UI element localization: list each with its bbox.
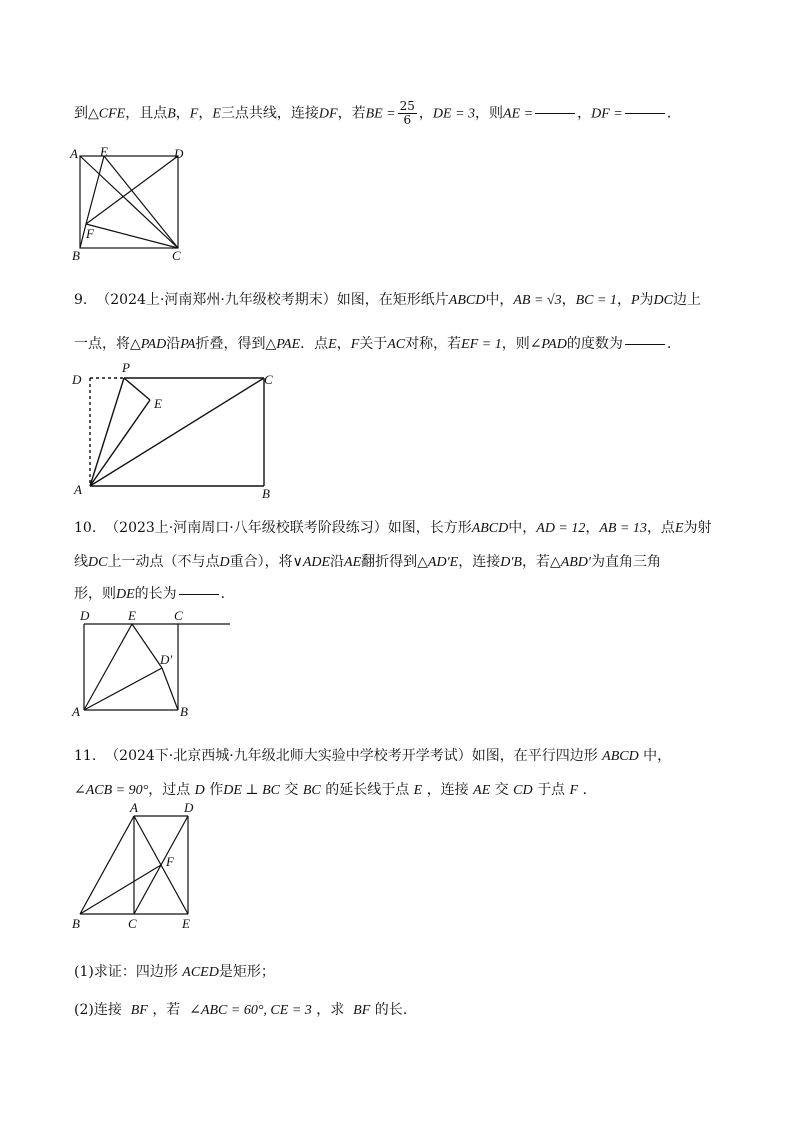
q8-text: 三点共线，连接	[220, 105, 319, 122]
q9-text: 为	[639, 292, 654, 308]
q8-ae-equation: AE =	[503, 106, 534, 122]
q9-line-ac	[90, 378, 264, 486]
q11-text: 是矩形；	[218, 964, 275, 980]
q11-text: 的长.	[374, 1002, 408, 1018]
q9-label-c: C	[264, 372, 273, 387]
q11-segment-ae: AE	[473, 783, 491, 798]
q10-text: ，若	[521, 554, 550, 570]
q10-ad-equation: AD = 12	[536, 521, 586, 536]
q9-text-line-2	[74, 334, 671, 355]
q8-be-numerator: 25	[399, 99, 415, 113]
q10-text: 线	[74, 554, 88, 570]
q10-ab-equation: AB = 13	[599, 521, 647, 536]
q11-number: 11.	[74, 748, 97, 764]
q8-line-ac	[80, 156, 178, 248]
q11-text: 交	[284, 782, 299, 798]
q10-segment-ae: AE	[344, 555, 362, 570]
q9-text: 中，	[485, 292, 514, 308]
q9-label-b: B	[262, 486, 270, 501]
q9-label-e: E	[154, 396, 162, 411]
q11-text: 作	[209, 782, 224, 798]
q9-label-d: D	[72, 372, 82, 387]
q10-point-e: E	[674, 521, 684, 536]
q9-label-p: P	[122, 360, 130, 375]
q10-label-d: D	[80, 608, 90, 623]
q8-point-e: E	[212, 106, 221, 122]
q11-text: 的延长线于点	[325, 782, 410, 798]
q11-text: ，过点	[148, 782, 191, 798]
q10-text: 为直角三角	[590, 554, 661, 570]
q11-text: ，求	[316, 1002, 345, 1018]
q10-number: 10.	[74, 520, 97, 536]
q10-rect-abcd: ABCD	[471, 521, 509, 536]
q9-point-p: P	[630, 293, 640, 308]
q10-triangle-ad2e: △AD′E	[417, 555, 459, 570]
q10-text-line-1	[74, 518, 712, 539]
q10-text-line-3	[74, 584, 225, 605]
q10-answer-blank[interactable]	[179, 594, 219, 595]
q11-segment-cd: CD	[513, 783, 533, 798]
q11-de-perp-bc: DE ⊥ BC	[223, 783, 280, 798]
q8-be-denominator: 6	[403, 113, 412, 127]
q10-label-b: B	[180, 704, 188, 719]
q8-text: ，	[577, 105, 592, 122]
q9-text: ．点	[300, 336, 329, 352]
q11-text: (1)求证：四边形	[74, 964, 178, 980]
q11-text: 于点	[537, 782, 566, 798]
q11-source: （2024下·北京西城·九年级北师大实验中学校考开学考试）	[105, 748, 472, 764]
q9-line-ea	[90, 400, 150, 486]
q11-label-f: F	[166, 854, 174, 869]
q11-segment-bf: BF	[130, 1003, 148, 1018]
q10-text: 中，	[508, 520, 537, 536]
q10-segment-de: DE	[116, 587, 135, 602]
q10-source: （2023上·河南周口·八年级校联考阶段练习）	[105, 520, 388, 536]
q10-triangle-ade: ∨ADE	[292, 555, 331, 570]
q10-label-a: A	[72, 704, 80, 719]
q8-text: ，	[418, 105, 433, 122]
q8-line-df	[86, 156, 178, 224]
q8-be-lhs: BE =	[365, 106, 396, 122]
q9-text: 对称，若	[405, 336, 462, 352]
q9-text: ，则	[501, 336, 530, 352]
q11-figure	[66, 798, 206, 938]
q10-line-d2b	[162, 668, 178, 710]
q9-text: 关于	[359, 336, 388, 352]
q10-text: ，	[585, 520, 600, 536]
q11-line-ba	[80, 816, 134, 914]
q10-label-c: C	[174, 608, 183, 623]
q11-text-line-1	[74, 746, 671, 767]
q11-label-c: C	[128, 916, 137, 931]
q8-answer-blank-df[interactable]	[625, 113, 665, 114]
q9-ab-equation: AB = √3	[513, 293, 562, 308]
q10-ray-dc: DC	[88, 555, 108, 570]
q9-ef-equation: EF = 1	[461, 337, 502, 352]
q11-angle-acb: ∠ACB = 90°	[74, 783, 149, 798]
q8-label-b: B	[72, 248, 80, 263]
q11-label-b: B	[72, 916, 80, 931]
q10-text: 沿	[330, 554, 345, 570]
q8-text: 到	[74, 105, 88, 122]
q9-text: 边上	[672, 292, 701, 308]
q11-text: 如图，在平行四边形	[471, 748, 598, 764]
q8-text: ，	[175, 105, 190, 122]
q11-line-bf	[80, 865, 161, 914]
q8-segment-df: DF	[318, 106, 338, 122]
q11-parallelogram-abcd: ABCD	[602, 749, 639, 764]
q10-text: 翻折得到	[361, 554, 418, 570]
q9-line-ap	[90, 378, 124, 486]
q9-segment-ac: AC	[387, 337, 406, 352]
q8-figure	[66, 144, 196, 264]
q9-text: 如图，在矩形纸片	[336, 292, 449, 308]
q11-text: (2)连接	[74, 1002, 122, 1018]
q10-text: 上一动点（不与点	[107, 554, 220, 570]
q11-rect-aced: ACED	[182, 965, 219, 980]
q8-label-d: D	[174, 146, 184, 161]
q10-text: 的长为	[134, 586, 177, 602]
q8-de-equation: DE = 3	[432, 106, 476, 122]
q10-text: 为射	[683, 520, 712, 536]
q11-point-e: E	[413, 783, 423, 798]
q9-point-f: F	[350, 337, 360, 352]
q8-label-a: A	[70, 146, 78, 161]
q11-label-e: E	[182, 916, 190, 931]
q11-text: 交	[494, 782, 509, 798]
q8-point-b: B	[167, 106, 176, 122]
q9-number: 9.	[74, 292, 88, 308]
q10-text: .	[220, 586, 226, 602]
q9-rect-abcd: ABCD	[448, 293, 486, 308]
q11-point-d: D	[194, 783, 205, 798]
q11-condition: ∠ABC = 60°, CE = 3	[189, 1003, 312, 1018]
q8-df-equation: DF =	[591, 106, 623, 122]
q11-text: 中，	[643, 748, 672, 764]
q9-text: ，	[616, 292, 631, 308]
q9-text: .	[666, 336, 672, 352]
q9-text: 折叠，得到	[195, 336, 266, 352]
q8-text: ，若	[337, 105, 366, 122]
q11-text: ，若	[152, 1002, 181, 1018]
q8-line-fc	[86, 224, 178, 248]
q10-label-d-prime: D′	[160, 652, 173, 667]
q8-line-ef	[86, 156, 104, 224]
q8-point-f: F	[189, 106, 199, 122]
q10-text: 形，则	[74, 586, 116, 602]
q10-segment-d2b: D′B	[500, 555, 522, 570]
q11-segment-bc: BC	[302, 783, 321, 798]
q9-triangle-pad: △PAD	[130, 337, 167, 352]
q10-triangle-abd2: △ABD′	[549, 555, 591, 570]
q11-segment-bf-2: BF	[353, 1003, 371, 1018]
q11-text: .	[582, 782, 587, 798]
q9-text: 沿	[166, 336, 181, 352]
q9-bc-equation: BC = 1	[575, 293, 617, 308]
q9-source: （2024上·河南郑州·九年级校考期末）	[96, 292, 337, 308]
q11-label-d: D	[184, 800, 194, 815]
q9-triangle-pae: △PAE	[265, 337, 301, 352]
q8-label-f: F	[86, 226, 94, 241]
q8-text: ，	[198, 105, 213, 122]
q9-point-e: E	[328, 337, 337, 352]
q10-text: ，点	[646, 520, 675, 536]
q10-text-line-2	[74, 552, 661, 573]
q10-text: ，连接	[458, 554, 501, 570]
q8-label-e: E	[100, 144, 108, 159]
q10-line-ed2	[132, 624, 162, 668]
q10-text: 重合），将	[229, 554, 293, 570]
q11-text: ，连接	[426, 782, 469, 798]
q11-part-2	[74, 1000, 407, 1021]
q9-text: ，	[561, 292, 576, 308]
q11-part-1	[74, 962, 275, 983]
q8-text-line	[74, 100, 671, 127]
q9-line-pe	[124, 378, 150, 400]
q8-be-fraction	[398, 100, 417, 127]
q9-text: ，	[336, 336, 351, 352]
q9-label-a: A	[74, 482, 82, 497]
q8-text: .	[666, 105, 672, 122]
q11-point-f: F	[569, 783, 579, 798]
q9-segment-dc: DC	[653, 293, 673, 308]
q8-triangle-cfe: △CFE	[88, 106, 126, 122]
q8-text: ，且点	[125, 105, 168, 122]
q11-label-a: A	[130, 800, 138, 815]
q9-text: 一点，将	[74, 336, 130, 352]
q9-answer-blank[interactable]	[625, 344, 665, 345]
q9-text-line-1	[74, 290, 701, 311]
q9-figure	[66, 360, 286, 500]
q9-segment-pa: PA	[180, 337, 196, 352]
q8-answer-blank-ae[interactable]	[535, 113, 575, 114]
q9-text: 的度数为	[566, 336, 623, 352]
q8-label-c: C	[172, 248, 181, 263]
q9-angle-pad: ∠PAD	[529, 337, 567, 352]
q10-text: 如图，长方形	[387, 520, 472, 536]
q10-label-e: E	[128, 608, 136, 623]
q10-figure	[66, 606, 246, 722]
q8-text: ，则	[475, 105, 504, 122]
q10-point-d: D	[219, 555, 230, 570]
